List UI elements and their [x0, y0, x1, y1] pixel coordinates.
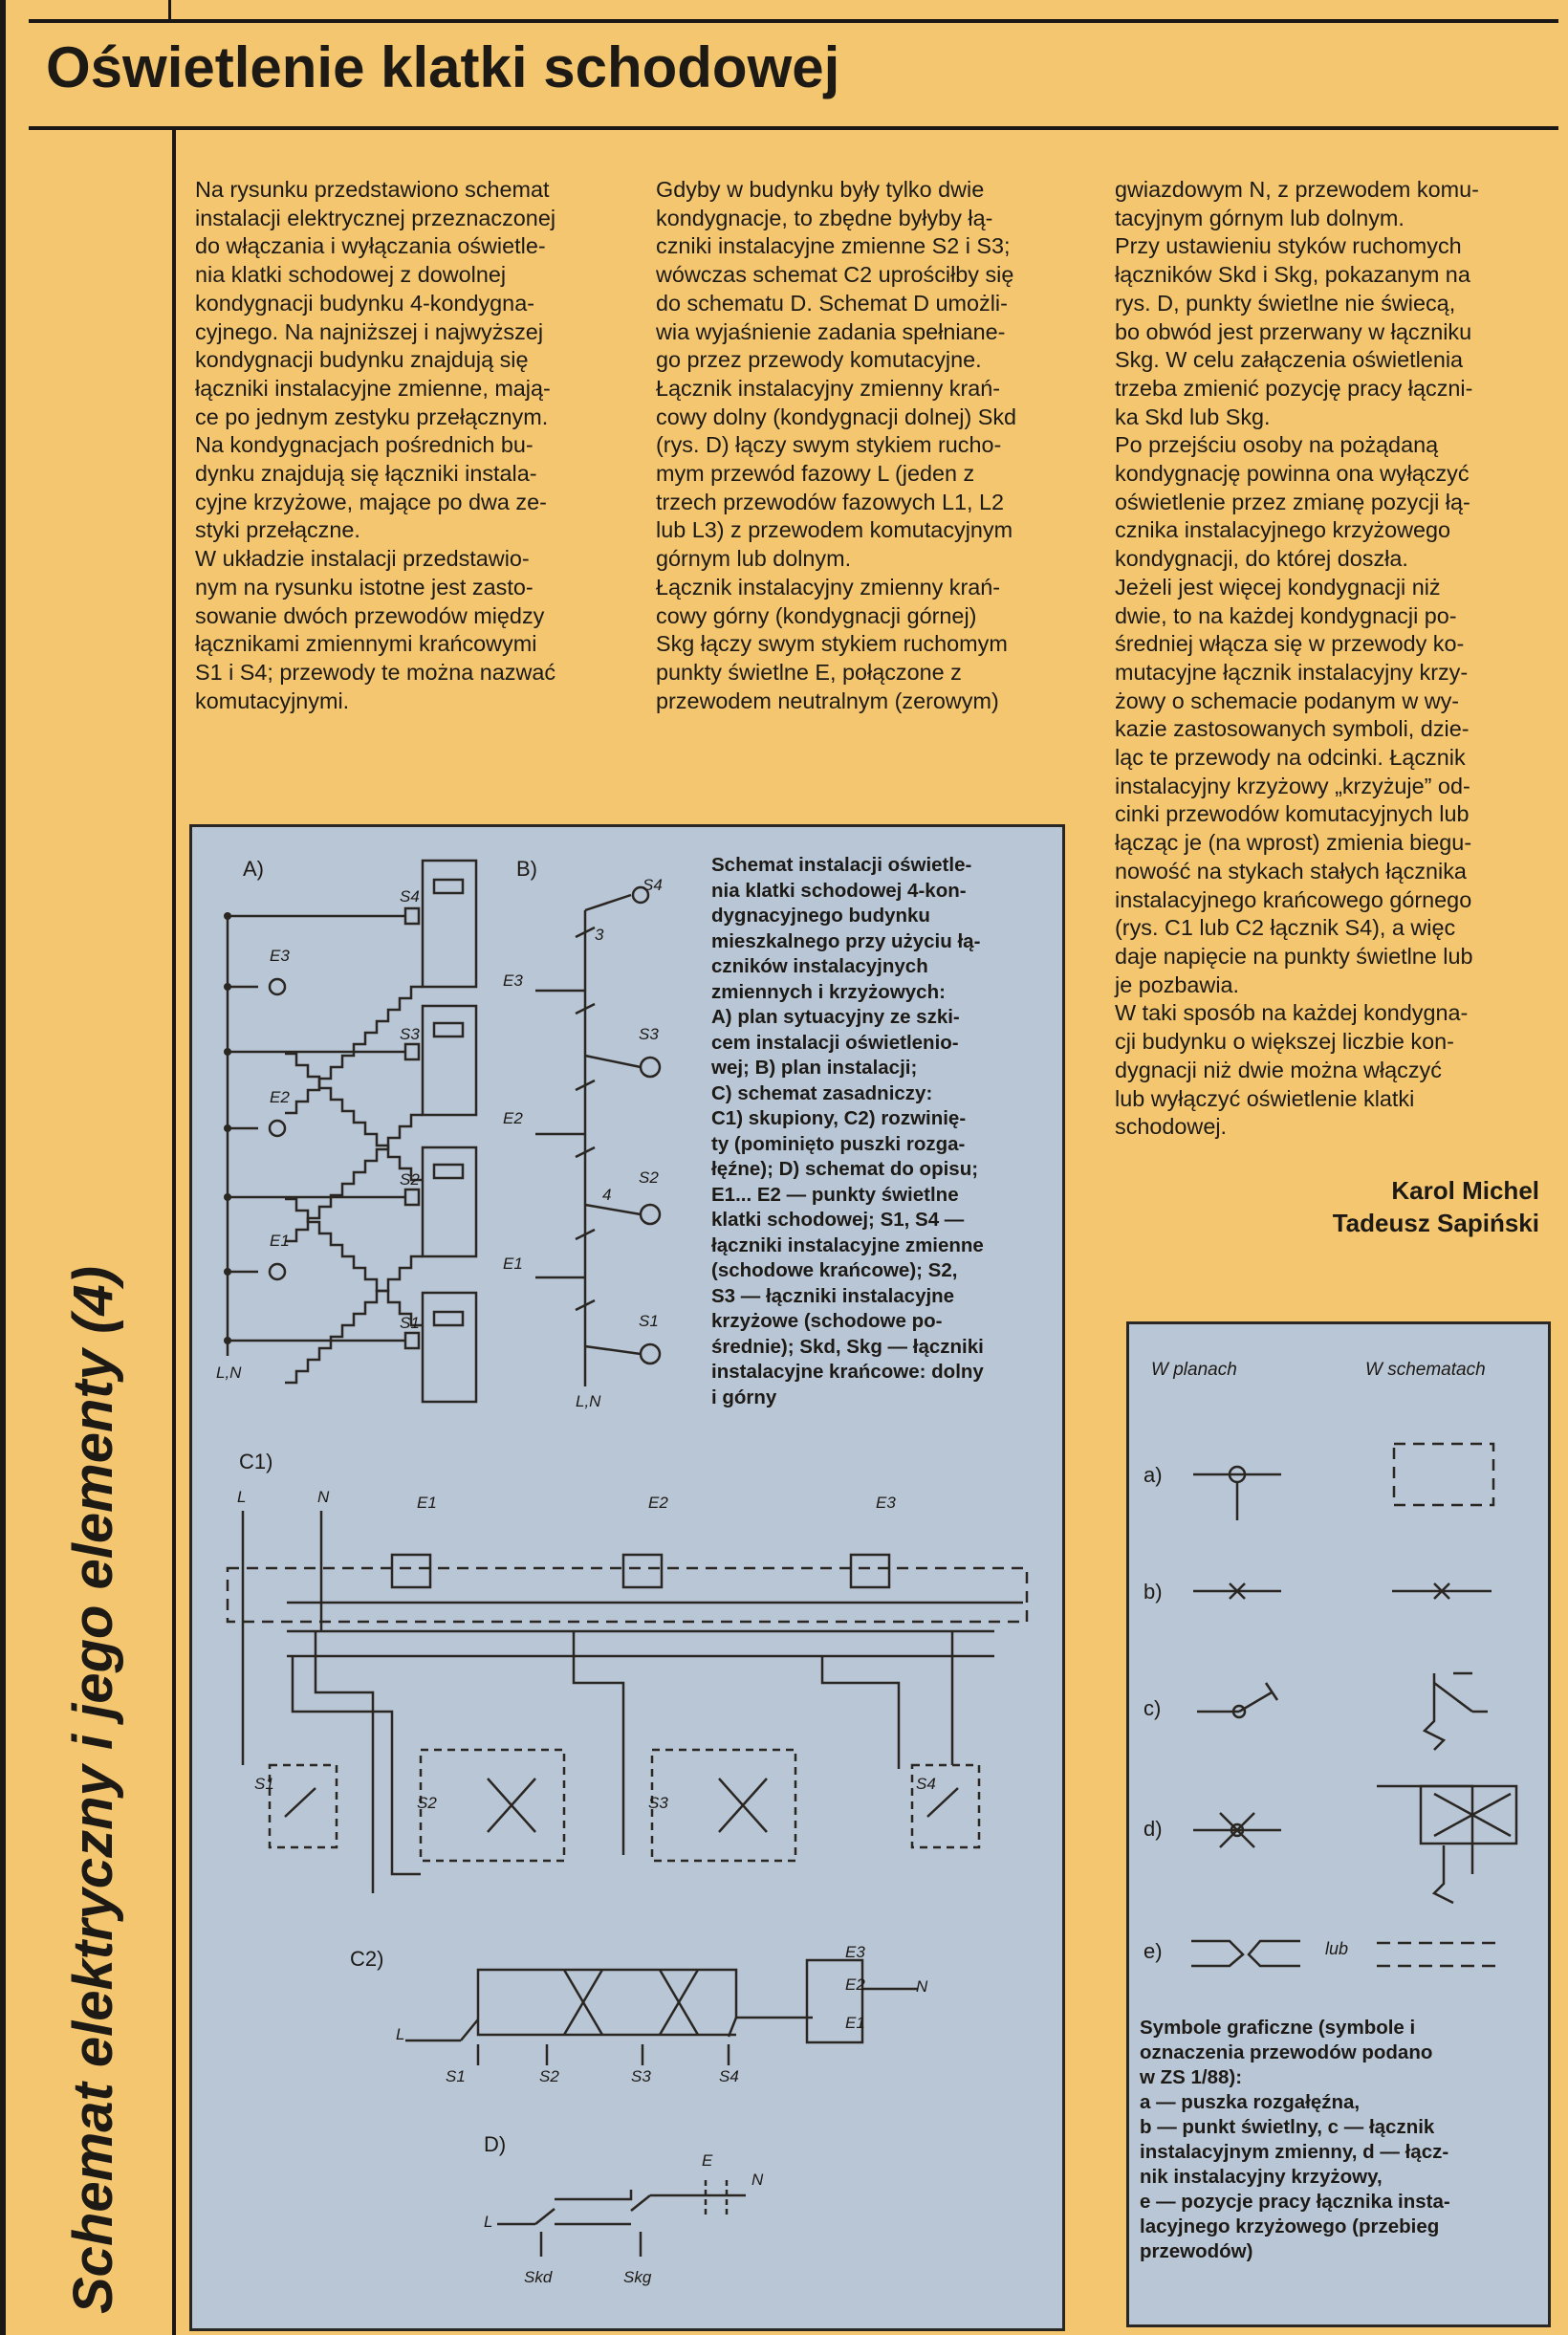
- article-title: Oświetlenie klatki schodowej: [46, 35, 840, 99]
- legend-header-schemes: W schematach: [1365, 1360, 1486, 1380]
- panel-label-c2: C2): [350, 1947, 384, 1971]
- label-c2-e3: E3: [845, 1943, 865, 1961]
- label-b-s4: S4: [642, 876, 663, 894]
- label-b-wires-3: 3: [595, 926, 604, 944]
- text-column-3: gwiazdowym N, z przewodem komu- tacyjnym górnym lub dolnym. Przy ustawieniu styków ruchomych łączników Skd i Skg, pokazanym na rys. D, punkty świetlne nie świecą, bo obwód jest przerwany w łączniku Skg. W celu załączenia oświetlenia trzeba zmienić pozycję pracy łączni- ka Skd lub Skg. Po przejściu osoby na pożądaną kondygnację powinna ona wyłączyć oświetlenie przez zmianę pozycji łą- cznika instalacyjnego krzyżowego kondygnacji, do której doszła. Jeżeli jest więcej kondygnacji niż dwie, to na każdej kondygnacji po- średniej włącza się w przewody ko- mutacyjne łącznik instalacyjny krzy- żowy o schemacie podanym w wy- kazie zastosowanych symboli, dzie- ląc te przewody na odcinki. Łącznik instalacyjny krzyżowy „krzyżuje” od- cinki przewodów komutacyjnych lub łącząc je (na wprost) zmienia biegu- nowość na stykach stałych łącznika instalacyjnego krańcowego górnego (rys. C1 lub C2 łącznik S4), a więc daje napięcie na punkty świetlne lub je pozbawia. W taki sposób na każdej kondygna- cji budynku o większej liczbie kon- dygnacji niż dwie można włączyć lub wyłączyć oświetlenie klatki schodowej.: [1115, 177, 1479, 1140]
- label-b-e2: E2: [503, 1109, 523, 1127]
- label-a-s3: S3: [400, 1025, 420, 1043]
- label-b-ln: L,N: [576, 1392, 601, 1410]
- legend-description: Symbole graficzne (symbole i oznaczenia przewodów podano w ZS 1/88): a — puszka rozgałęźna, b — punkt świetlny, c — łącznik instalacyjnym zmienny, d — łącz- nik instalacyjny krzyżowy, e — pozycje pracy łącznika insta- lacyjnego krzyżowego (przebieg przewodów): [1140, 2017, 1450, 2262]
- label-a-ln: L,N: [216, 1364, 242, 1382]
- label-c1-n: N: [317, 1488, 330, 1506]
- label-c1-e1: E1: [417, 1494, 437, 1512]
- label-c2-n: N: [916, 1977, 928, 1996]
- label-c2-e1: E1: [845, 2014, 865, 2032]
- label-c2-s4: S4: [719, 2067, 739, 2085]
- label-a-s1: S1: [400, 1314, 420, 1332]
- text-column-1: Na rysunku przedstawiono schemat instalacji elektrycznej przeznaczonej do włączania i wyłączania oświetle- nia klatki schodowej z dowolnej kondygnacji budynku 4-kondygna- cyjnego. Na najniższej i najwyższej kondygnacji budynku znajdują się łączniki instalacyjne zmienne, mają- ce po jednym zestyku przełącznym. Na kondygnacjach pośrednich bu- dynku znajdują się łączniki instala- cyjne krzyżowe, mające po dwa ze- styki przełączne. W układzie instalacji przedstawio- nym na rysunku istotne jest zasto- sowanie dwóch przewodów między łącznikami zmiennymi krańcowymi S1 i S4; przewody te można nazwać komutacyjnymi.: [195, 177, 556, 713]
- label-d-skg: Skg: [623, 2268, 652, 2286]
- panel-label-d: D): [484, 2132, 507, 2156]
- label-b-s2: S2: [639, 1168, 659, 1187]
- label-c1-s3: S3: [648, 1794, 668, 1812]
- author-1: Karol Michel: [1391, 1176, 1539, 1205]
- label-c2-s3: S3: [631, 2067, 651, 2085]
- label-d-e: E: [702, 2151, 713, 2170]
- author-2: Tadeusz Sapiński: [1332, 1209, 1539, 1237]
- series-title: Schemat elektryczny i jego elementy (4): [62, 1266, 124, 2314]
- text-column-2: Gdyby w budynku były tylko dwie kondygnacje, to zbędne byłyby łą- czniki instalacyjne zmienne S2 i S3; wówczas schemat C2 uprościłby się do schematu D. Schemat D umożli- wia wyjaśnienie zadania spełniane- go przez przewody komutacyjne. Łącznik instalacyjny zmienny krań- cowy dolny (kondygnacji dolnej) Skd (rys. D) łączy swym stykiem rucho- mym przewód fazowy L (jeden z trzech przewodów fazowych L1, L2 lub L3) z przewodem komutacyjnym górnym lub dolnym. Łącznik instalacyjny zmienny krań- cowy górny (kondygnacji górnej) Skg łączy swym stykiem ruchomym punkty świetlne E, połączone z przewodem neutralnym (zerowym): [656, 177, 1017, 713]
- label-c1-l: L: [237, 1488, 247, 1506]
- label-b-wires-4: 4: [602, 1186, 612, 1204]
- panel-label-a: A): [243, 857, 264, 881]
- legend-lub: lub: [1325, 1939, 1349, 1958]
- label-a-e2: E2: [270, 1088, 290, 1106]
- label-b-s3: S3: [639, 1025, 659, 1043]
- label-b-s1: S1: [639, 1312, 659, 1330]
- label-d-n: N: [751, 2171, 764, 2189]
- label-a-e1: E1: [270, 1232, 290, 1250]
- panel-label-b: B): [516, 857, 537, 881]
- label-c2-e2: E2: [845, 1975, 865, 1994]
- label-d-l: L: [484, 2213, 493, 2231]
- label-a-s4: S4: [400, 887, 420, 906]
- figure-caption: Schemat instalacji oświetle- nia klatki schodowej 4-kon- dygnacyjnego budynku mieszkalnego przy użyciu łą- czników instalacyjnych zmiennych i krzyżowych: A) plan sytuacyjny ze szki- cem instalacji oświetlenio- wej; B) plan instalacji; C) schemat zasadniczy: C1) skupiony, C2) rozwinię- ty (pominięto puszki rozga- łęźne); D) schemat do opisu; E1... E2 — punkty świetlne klatki schodowej; S1, S4 — łączniki instalacyjne zmienne (schodowe krańcowe); S2, S3 — łączniki instalacyjne krzyżowe (schodowe po- średnie); Skd, Skg — łączniki instalacyjne krańcowe: dolny i górny: [711, 854, 984, 1408]
- legend-row-d: d): [1143, 1817, 1163, 1841]
- label-c1-e3: E3: [876, 1494, 896, 1512]
- label-a-e3: E3: [270, 947, 290, 965]
- label-b-e3: E3: [503, 971, 523, 990]
- label-c2-s2: S2: [539, 2067, 559, 2085]
- panel-label-c1: C1): [239, 1450, 273, 1473]
- label-c1-e2: E2: [648, 1494, 668, 1512]
- legend-row-c: c): [1143, 1696, 1162, 1720]
- legend-row-b: b): [1143, 1580, 1163, 1604]
- legend-row-e: e): [1143, 1939, 1163, 1963]
- label-c2-l: L: [396, 2025, 405, 2043]
- legend-row-a: a): [1143, 1463, 1163, 1487]
- label-d-skd: Skd: [524, 2268, 553, 2286]
- legend-header-plans: W planach: [1151, 1360, 1237, 1380]
- label-a-s2: S2: [400, 1170, 420, 1189]
- label-c1-s1: S1: [254, 1775, 274, 1793]
- label-c1-s4: S4: [916, 1775, 936, 1793]
- label-c1-s2: S2: [417, 1794, 437, 1812]
- label-b-e1: E1: [503, 1255, 523, 1273]
- label-c2-s1: S1: [446, 2067, 466, 2085]
